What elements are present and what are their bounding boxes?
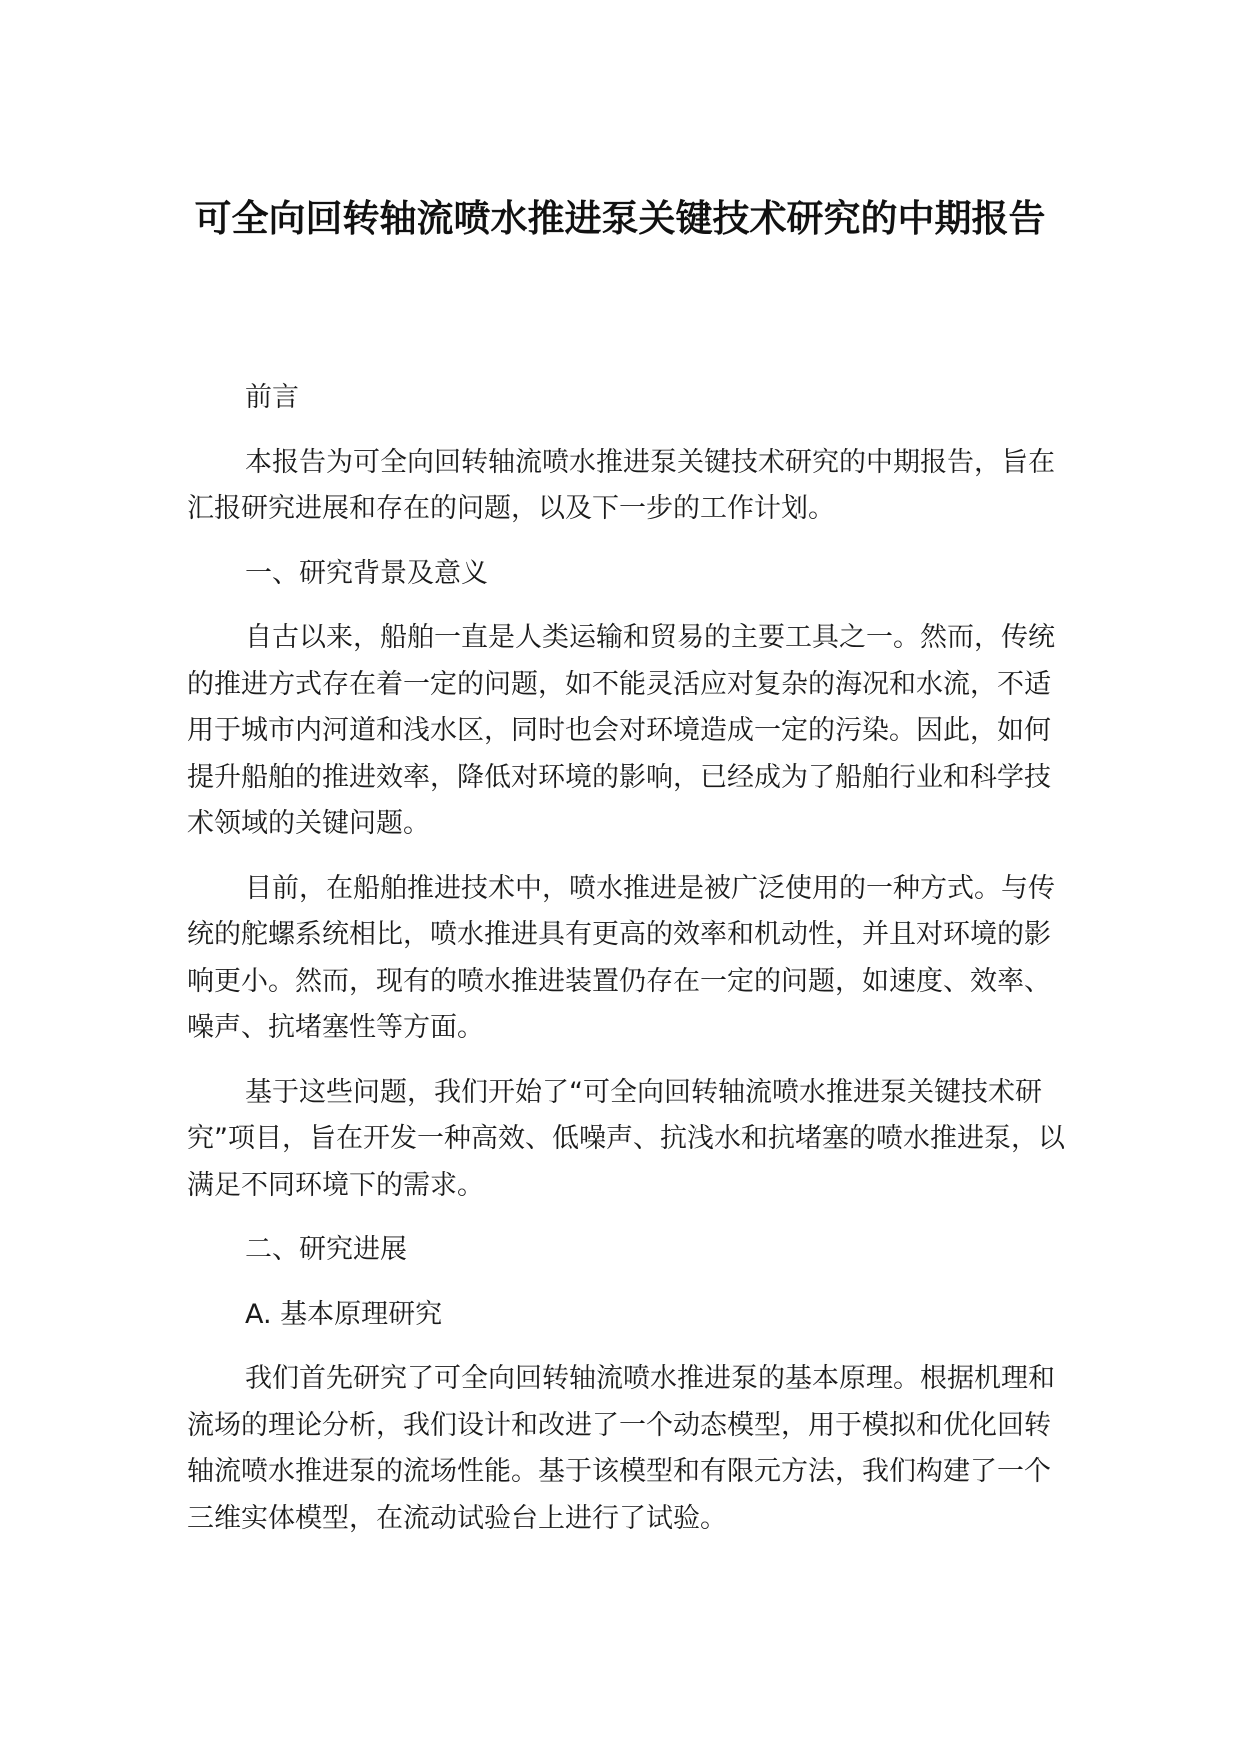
paragraph-intro: 本报告为可全向回转轴流喷水推进泵关键技术研究的中期报告，旨在汇报研究进展和存在的问题，以及下一步的工作计划。	[187, 446, 1055, 524]
section-heading-preface: 前言	[245, 382, 299, 413]
paragraph-background-1: 自古以来，船舶一直是人类运输和贸易的主要工具之一。然而，传统的推进方式存在着一定的问题，如不能灵活应对复杂的海况和水流，不适用于城市内河道和浅水区，同时也会对环境造成一定的污染。因此，如何提升船舶的推进效率，降低对环境的影响，已经成为了船舶行业和科学技术领域的关键问题。	[187, 622, 1055, 839]
section-heading-progress: 二、研究进展	[245, 1234, 407, 1265]
subsection-heading-principle: A. 基本原理研究	[245, 1298, 443, 1330]
paragraph-principle: 我们首先研究了可全向回转轴流喷水推进泵的基本原理。根据机理和流场的理论分析，我们设计和改进了一个动态模型，用于模拟和优化回转轴流喷水推进泵的流场性能。基于该模型和有限元方法，我们构建了一个三维实体模型，在流动试验台上进行了试验。	[187, 1363, 1055, 1534]
paragraph-background-3: 基于这些问题，我们开始了“可全向回转轴流喷水推进泵关键技术研究”项目，旨在开发一种高效、低噪声、抗浅水和抗堵塞的喷水推进泵，以满足不同环境下的需求。	[187, 1076, 1065, 1201]
document-title: 可全向回转轴流喷水推进泵关键技术研究的中期报告	[194, 197, 1046, 240]
document-body	[187, 375, 1077, 1560]
section-heading-background: 一、研究背景及意义	[245, 557, 488, 589]
paragraph-background-2: 目前，在船舶推进技术中，喷水推进是被广泛使用的一种方式。与传统的舵螺系统相比，喷水推进具有更高的效率和机动性，并且对环境的影响更小。然而，现有的喷水推进装置仍存在一定的问题，如速度、效率、噪声、抗堵塞性等方面。	[187, 872, 1055, 1043]
